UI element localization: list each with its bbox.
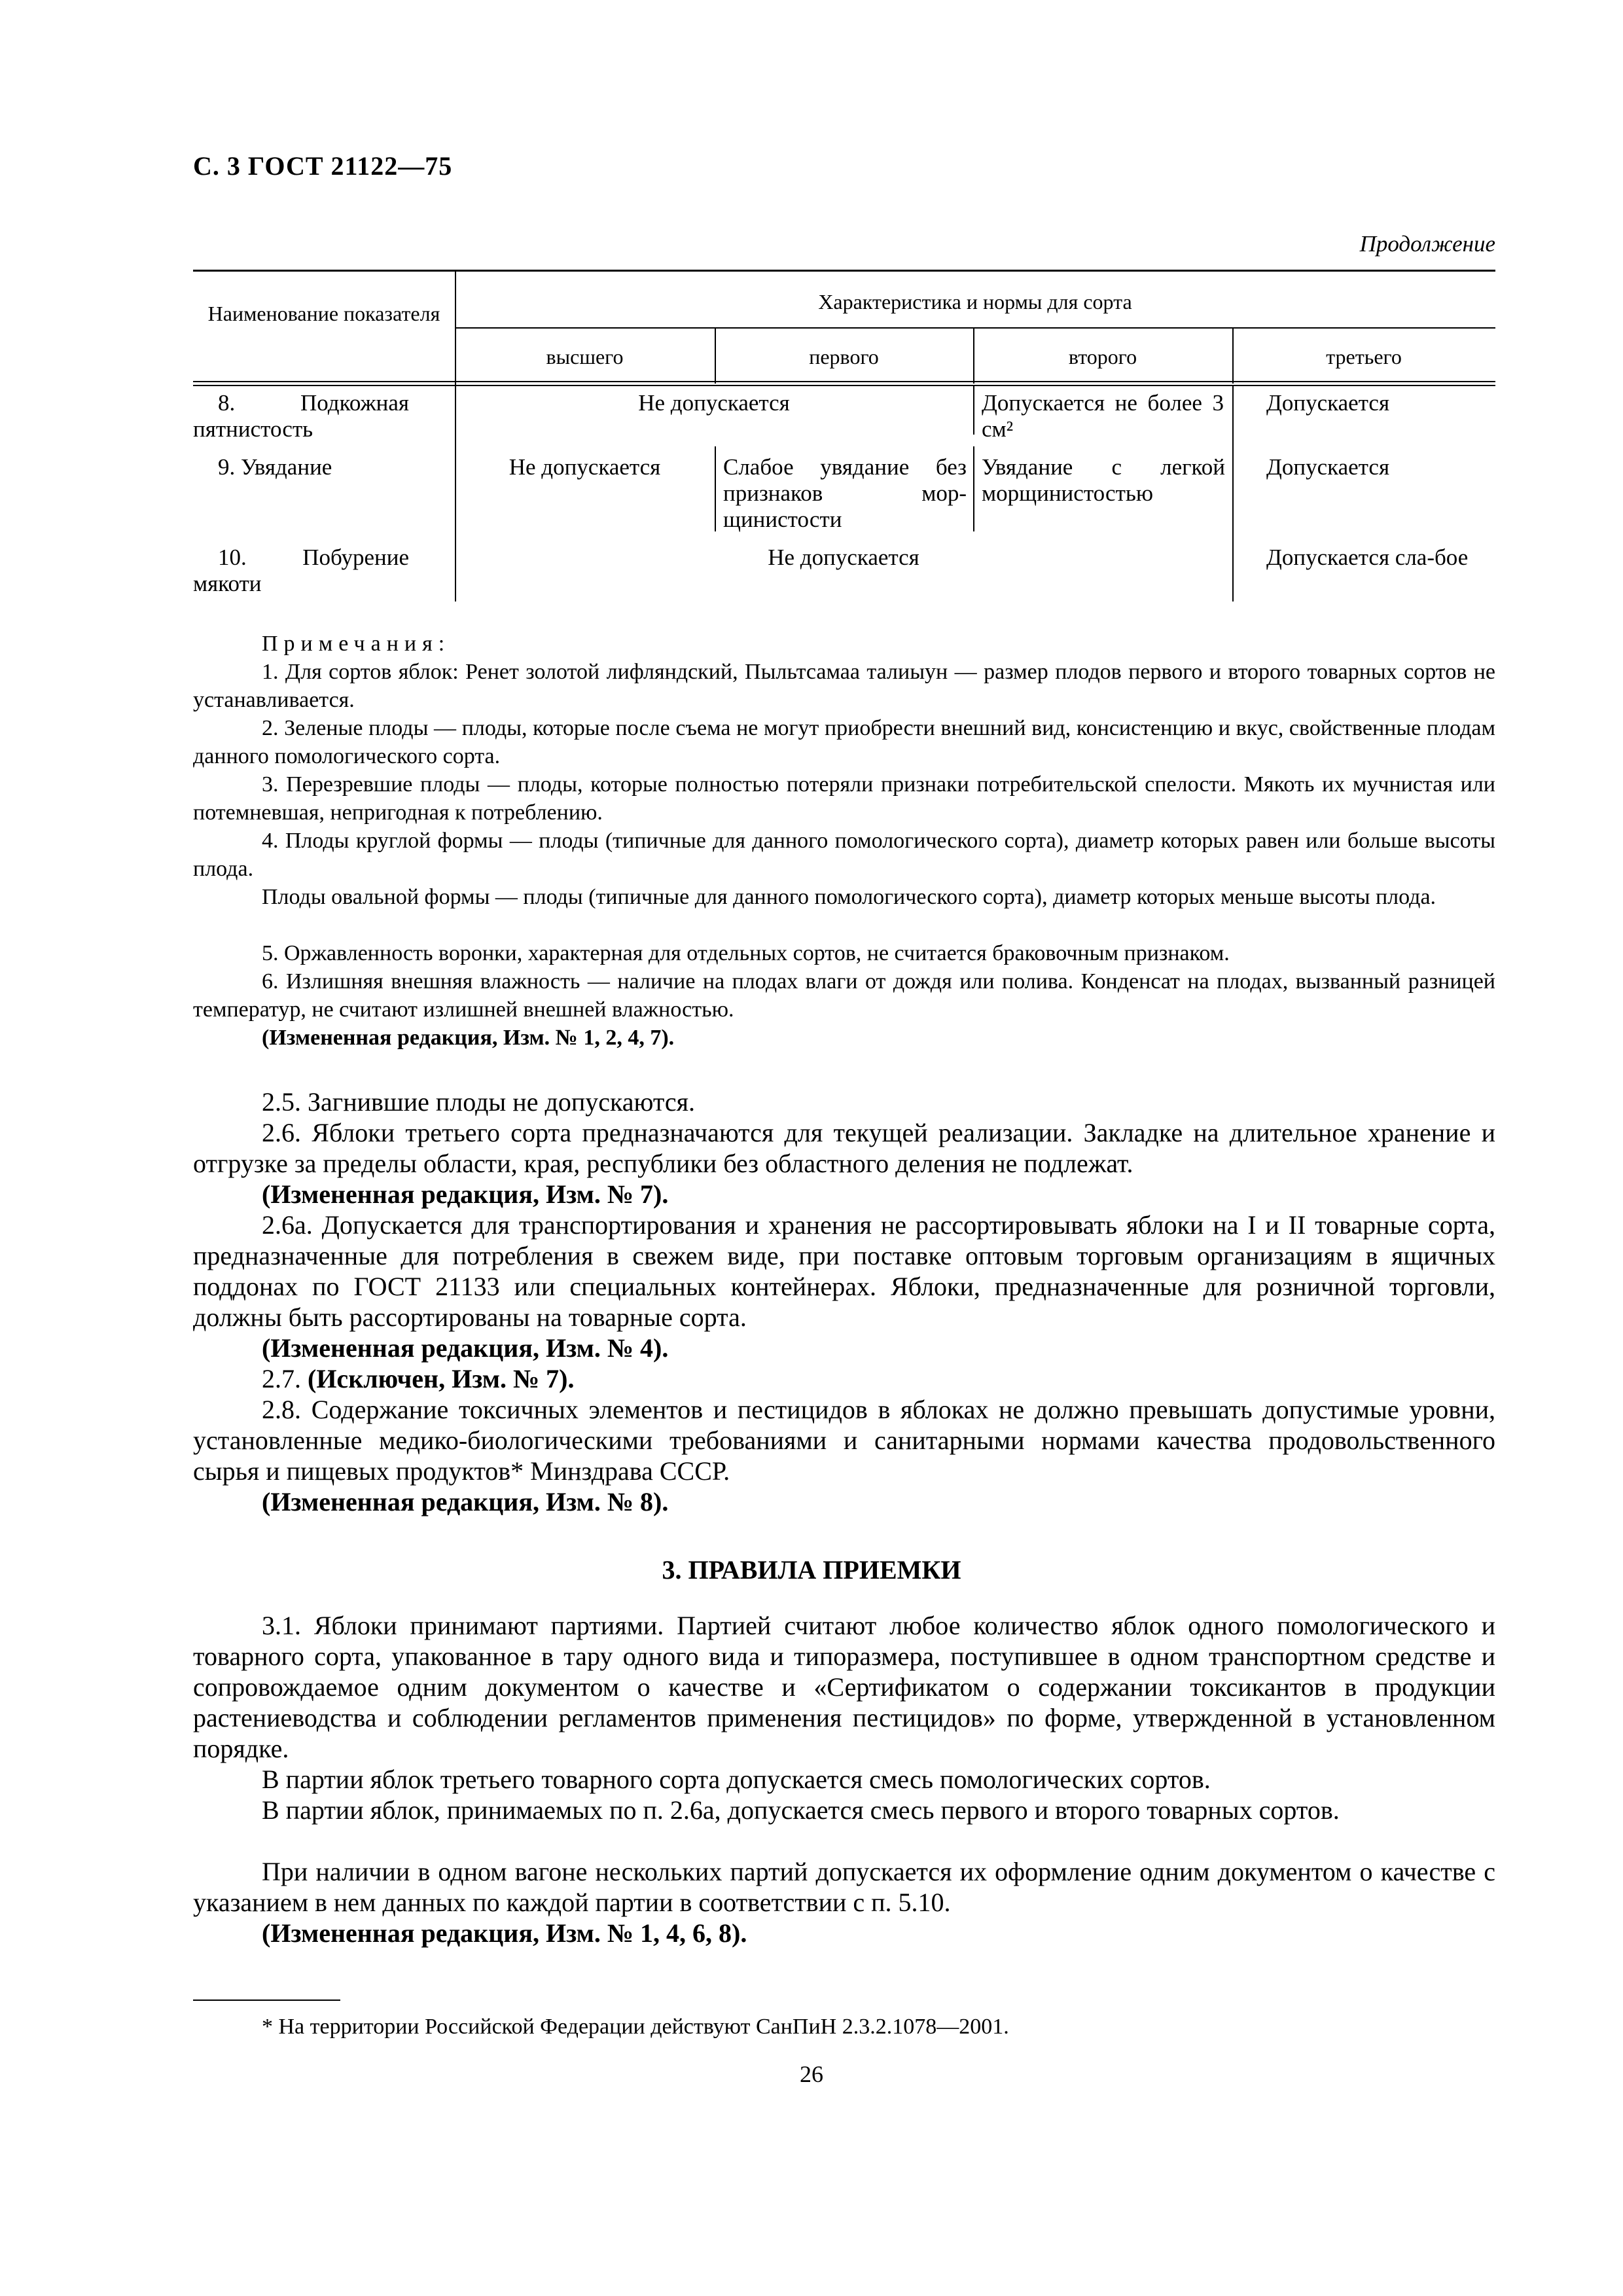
para-2-7 xyxy=(262,1363,574,1394)
table-row-9-highest: Не допускается xyxy=(508,454,661,480)
table-row-9-name: 9. Увядание xyxy=(218,454,332,480)
para-2-7-text: (Исключен, Изм. № 7). xyxy=(308,1364,575,1393)
grade-header-third: третьего xyxy=(1326,345,1402,368)
table-row-9-first: Слабое увядание без признаков мор-щинистости xyxy=(723,454,967,532)
para-3-1-amendment: (Измененная редакция, Изм. № 1, 4, 6, 8). xyxy=(262,1918,747,1948)
para-3-1-b: В партии яблок третьего товарного сорта допускается смесь помологических сортов. xyxy=(262,1765,1211,1794)
note-item-4b: Плоды овальной формы — плоды (типичные для данного помологического сорта), диаметр которых меньше высоты плода. xyxy=(262,885,1436,909)
para-2-6: 2.6. Яблоки третьего сорта предназначаются для текущей реализации. Закладке на длительное хранение и отгрузке за пределы области, края, республики без областного деления не подлежат. xyxy=(193,1118,1495,1178)
table-row-10-top-grades: Не допускается xyxy=(768,545,919,570)
grades-table xyxy=(193,270,1495,601)
table-col-divider xyxy=(973,446,974,531)
para-3-1-c: В партии яблок, принимаемых по п. 2.6а, допускается смесь первого и второго товарных сортов. xyxy=(262,1795,1340,1825)
table-header-bottom-line-2 xyxy=(193,385,1495,386)
column-group-header: Характеристика и нормы для сорта xyxy=(818,290,1132,314)
table-continuation-label: Продолжение xyxy=(1359,231,1495,257)
page-number: 26 xyxy=(800,2061,823,2087)
para-2-8: 2.8. Содержание токсичных элементов и пестицидов в яблоках не должно превышать допустимые уровни, установленные медико-биологическими требованиями и санитарными нормами качества продовольственного сырья и пищевых продуктов* Минздрава СССР. xyxy=(193,1395,1495,1486)
table-row-8-name: 8. Подкожная пятнистость xyxy=(193,390,409,442)
para-2-6a-amendment: (Измененная редакция, Изм. № 4). xyxy=(262,1333,669,1363)
notes-amendment: (Измененная редакция, Изм. № 1, 2, 4, 7). xyxy=(262,1026,675,1050)
table-header-divider xyxy=(455,327,1495,329)
table-row-9-second: Увядание с легкой морщинистостью xyxy=(982,454,1225,506)
table-col-divider xyxy=(715,446,716,531)
table-col-divider xyxy=(973,386,974,435)
note-item-2: 2. Зеленые плоды — плоды, которые после съема не могут приобрести внешний вид, консистенцию и вкус, свойственные плодам данного помологического сорта. xyxy=(193,716,1495,768)
grade-header-highest: высшего xyxy=(546,345,624,368)
note-item-5: 5. Оржавленность воронки, характерная для отдельных сортов, не считается браковочным признаком. xyxy=(262,941,1230,965)
table-row-8-top-grades: Не допускается xyxy=(638,390,790,416)
grade-header-first: первого xyxy=(809,345,879,368)
document-header: С. 3 ГОСТ 21122—75 xyxy=(193,151,453,181)
note-item-1: 1. Для сортов яблок: Ренет золотой лифляндский, Пыльтсамаа талиыун — размер плодов первого и второго товарных сортов не устанавливается. xyxy=(193,660,1495,712)
para-3-1: 3.1. Яблоки принимают партиями. Партией считают любое количество яблок одного помологического и товарного сорта, упакованное в тару одного вида и типоразмера, поступившее в одном транспортном средстве и сопровождаемое одним документом о качестве и «Сертификатом о содержании токсикантов в продукции растениеводства и соблюдении регламентов применения пестицидов» по форме, утвержденной в установленном порядке. xyxy=(193,1611,1495,1763)
note-item-4: 4. Плоды круглой формы — плоды (типичные для данного помологического сорта), диаметр которых равен или больше высоты плода. xyxy=(193,829,1495,881)
note-item-6: 6. Излишняя внешняя влажность — наличие на плодах влаги от дождя или полива. Конденсат на плодах, вызванный разницей температур, не считают излишней внешней влажностью. xyxy=(193,969,1495,1022)
para-3-1-d: При наличии в одном вагоне нескольких партий допускается их оформление одним документом о качестве с указанием в нем данных по каждой партии в соответствии с п. 5.10. xyxy=(193,1857,1495,1917)
notes-title: Примечания: xyxy=(262,632,451,656)
table-col-divider xyxy=(1232,386,1234,601)
para-2-7-number: 2.7. xyxy=(262,1364,301,1393)
para-2-8-amendment: (Измененная редакция, Изм. № 8). xyxy=(262,1487,669,1516)
table-row-9-third: Допускается xyxy=(1266,454,1390,480)
table-row-8-second: Допускается не более 3 см² xyxy=(982,390,1224,442)
note-item-3: 3. Перезревшие плоды — плоды, которые полностью потеряли признаки потребительской спелости. Мякоть их мучнистая или потемневшая, непригодная к потреблению. xyxy=(193,772,1495,825)
footnote: * На территории Российской Федерации действуют СанПиН 2.3.2.1078—2001. xyxy=(262,2015,1009,2039)
para-2-6a: 2.6а. Допускается для транспортирования и хранения не рассортировывать яблоки на I и II товарные сорта, предназначенные для потребления в свежем виде, при поставке оптовым торговым организациям в ящичных поддонах по ГОСТ 21133 или специальных контейнерах. Яблоки, предназначенные для розничной торговли, должны быть рассортированы на товарные сорта. xyxy=(193,1210,1495,1332)
grade-header-second: второго xyxy=(1068,345,1137,368)
para-2-6-amendment: (Измененная редакция, Изм. № 7). xyxy=(262,1179,669,1209)
table-row-10-name: 10. Побурение мякоти xyxy=(193,545,409,596)
footnote-separator xyxy=(193,2000,340,2001)
para-2-5: 2.5. Загнившие плоды не допускаются. xyxy=(262,1087,696,1117)
table-row-8-third: Допускается xyxy=(1266,390,1390,416)
column-header-indicator: Наименование показателя xyxy=(207,302,440,325)
section-3-title: 3. ПРАВИЛА ПРИЕМКИ xyxy=(662,1555,961,1585)
table-top-border xyxy=(193,270,1495,272)
table-row-10-third: Допускается сла-бое xyxy=(1266,545,1469,570)
table-header-bottom-line-1 xyxy=(193,381,1495,382)
